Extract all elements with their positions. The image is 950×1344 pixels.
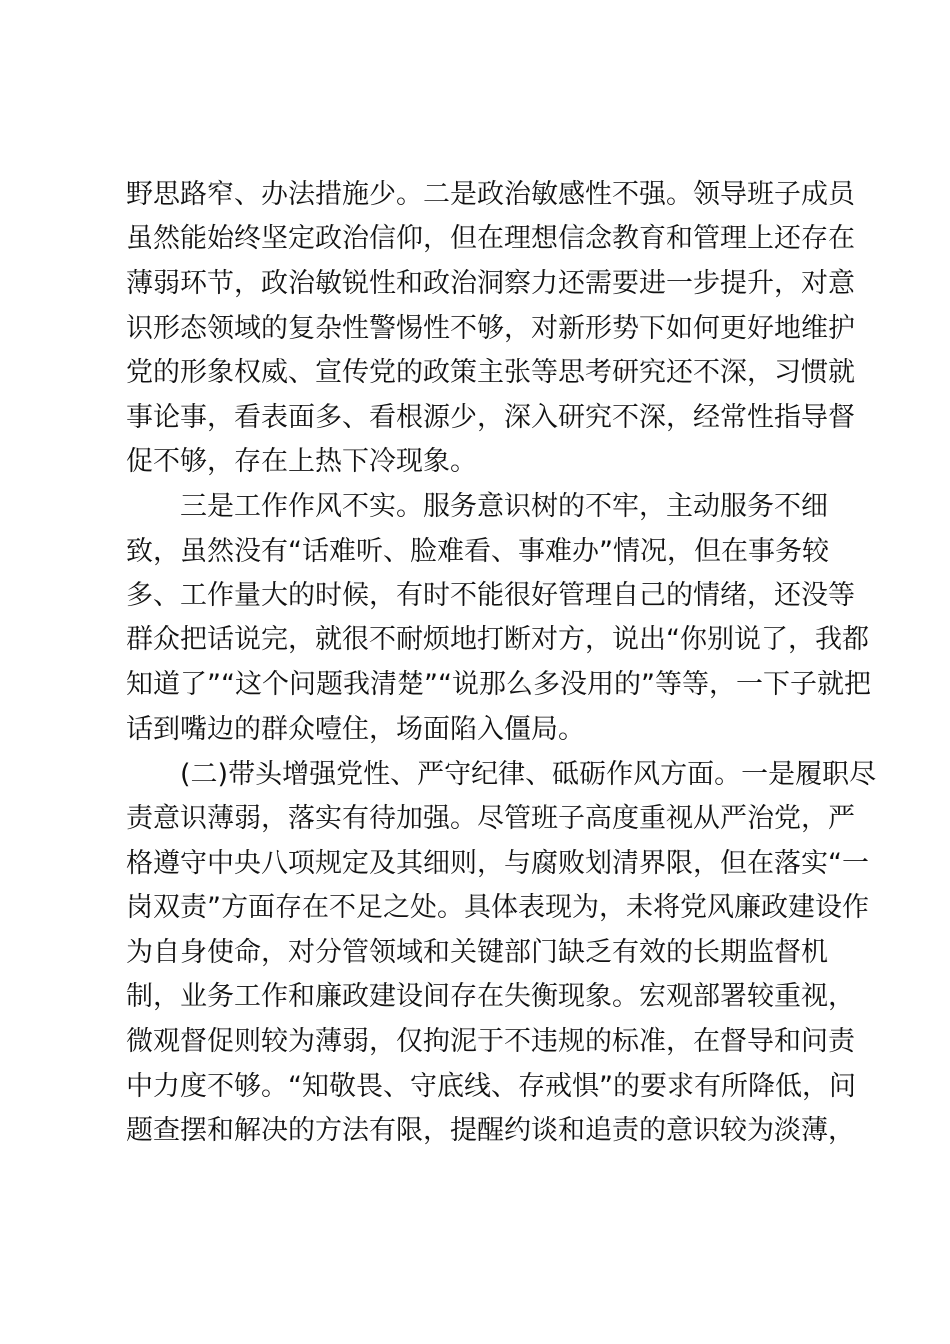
text-line: 知道了”“这个问题我清楚”“说那么多没用的”等等，一下子就把 (126, 669, 871, 700)
text-line: 格遵守中央八项规定及其细则，与腐败划清界限，但在落实“一 (126, 848, 869, 879)
text-line: 虽然能始终坚定政治信仰，但在理想信念教育和管理上还存在 (126, 223, 855, 254)
text-line: 微观督促则较为薄弱，仅拘泥于不违规的标准，在督导和问责 (126, 1026, 855, 1057)
text-line: 责意识薄弱，落实有待加强。尽管班子高度重视从严治党，严 (126, 803, 855, 834)
text-line: 为自身使命，对分管领域和关键部门缺乏有效的长期监督机 (126, 937, 828, 968)
text-line: 中力度不够。“知敬畏、守底线、存戒惧”的要求有所降低，问 (126, 1071, 856, 1102)
text-line: 党的形象权威、宣传党的政策主张等思考研究还不深，习惯就 (126, 357, 855, 388)
text-line: 致，虽然没有“话难听、脸难看、事难办”情况，但在事务较 (126, 536, 829, 567)
text-line: 事论事，看表面多、看根源少，深入研究不深，经常性指导督 (126, 402, 855, 433)
paragraph-start-line: 三是工作作风不实。服务意识树的不牢，主动服务不细 (180, 491, 828, 522)
text-line: 话到嘴边的群众噎住，场面陷入僵局。 (126, 714, 585, 745)
text-line: 题查摆和解决的方法有限，提醒约谈和追责的意识较为淡薄， (126, 1115, 855, 1146)
text-line: 识形态领域的复杂性警惕性不够，对新形势下如何更好地维护 (126, 313, 855, 344)
text-line: 制，业务工作和廉政建设间存在失衡现象。宏观部署较重视， (126, 981, 855, 1012)
text-line: 野思路窄、办法措施少。二是政治敏感性不强。领导班子成员 (126, 179, 855, 210)
text-line: 群众把话说完，就很不耐烦地打断对方，说出“你别说了，我都 (126, 624, 869, 655)
text-line: 促不够，存在上热下冷现象。 (126, 446, 477, 477)
text-line: 岗双责”方面存在不足之处。具体表现为，未将党风廉政建设作 (126, 892, 869, 923)
text-line: 薄弱环节，政治敏锐性和政治洞察力还需要进一步提升，对意 (126, 268, 855, 299)
paragraph-start-line: (二)带头增强党性、严守纪律、砥砺作风方面。一是履职尽 (180, 759, 877, 790)
text-line: 多、工作量大的时候，有时不能很好管理自己的情绪，还没等 (126, 580, 855, 611)
